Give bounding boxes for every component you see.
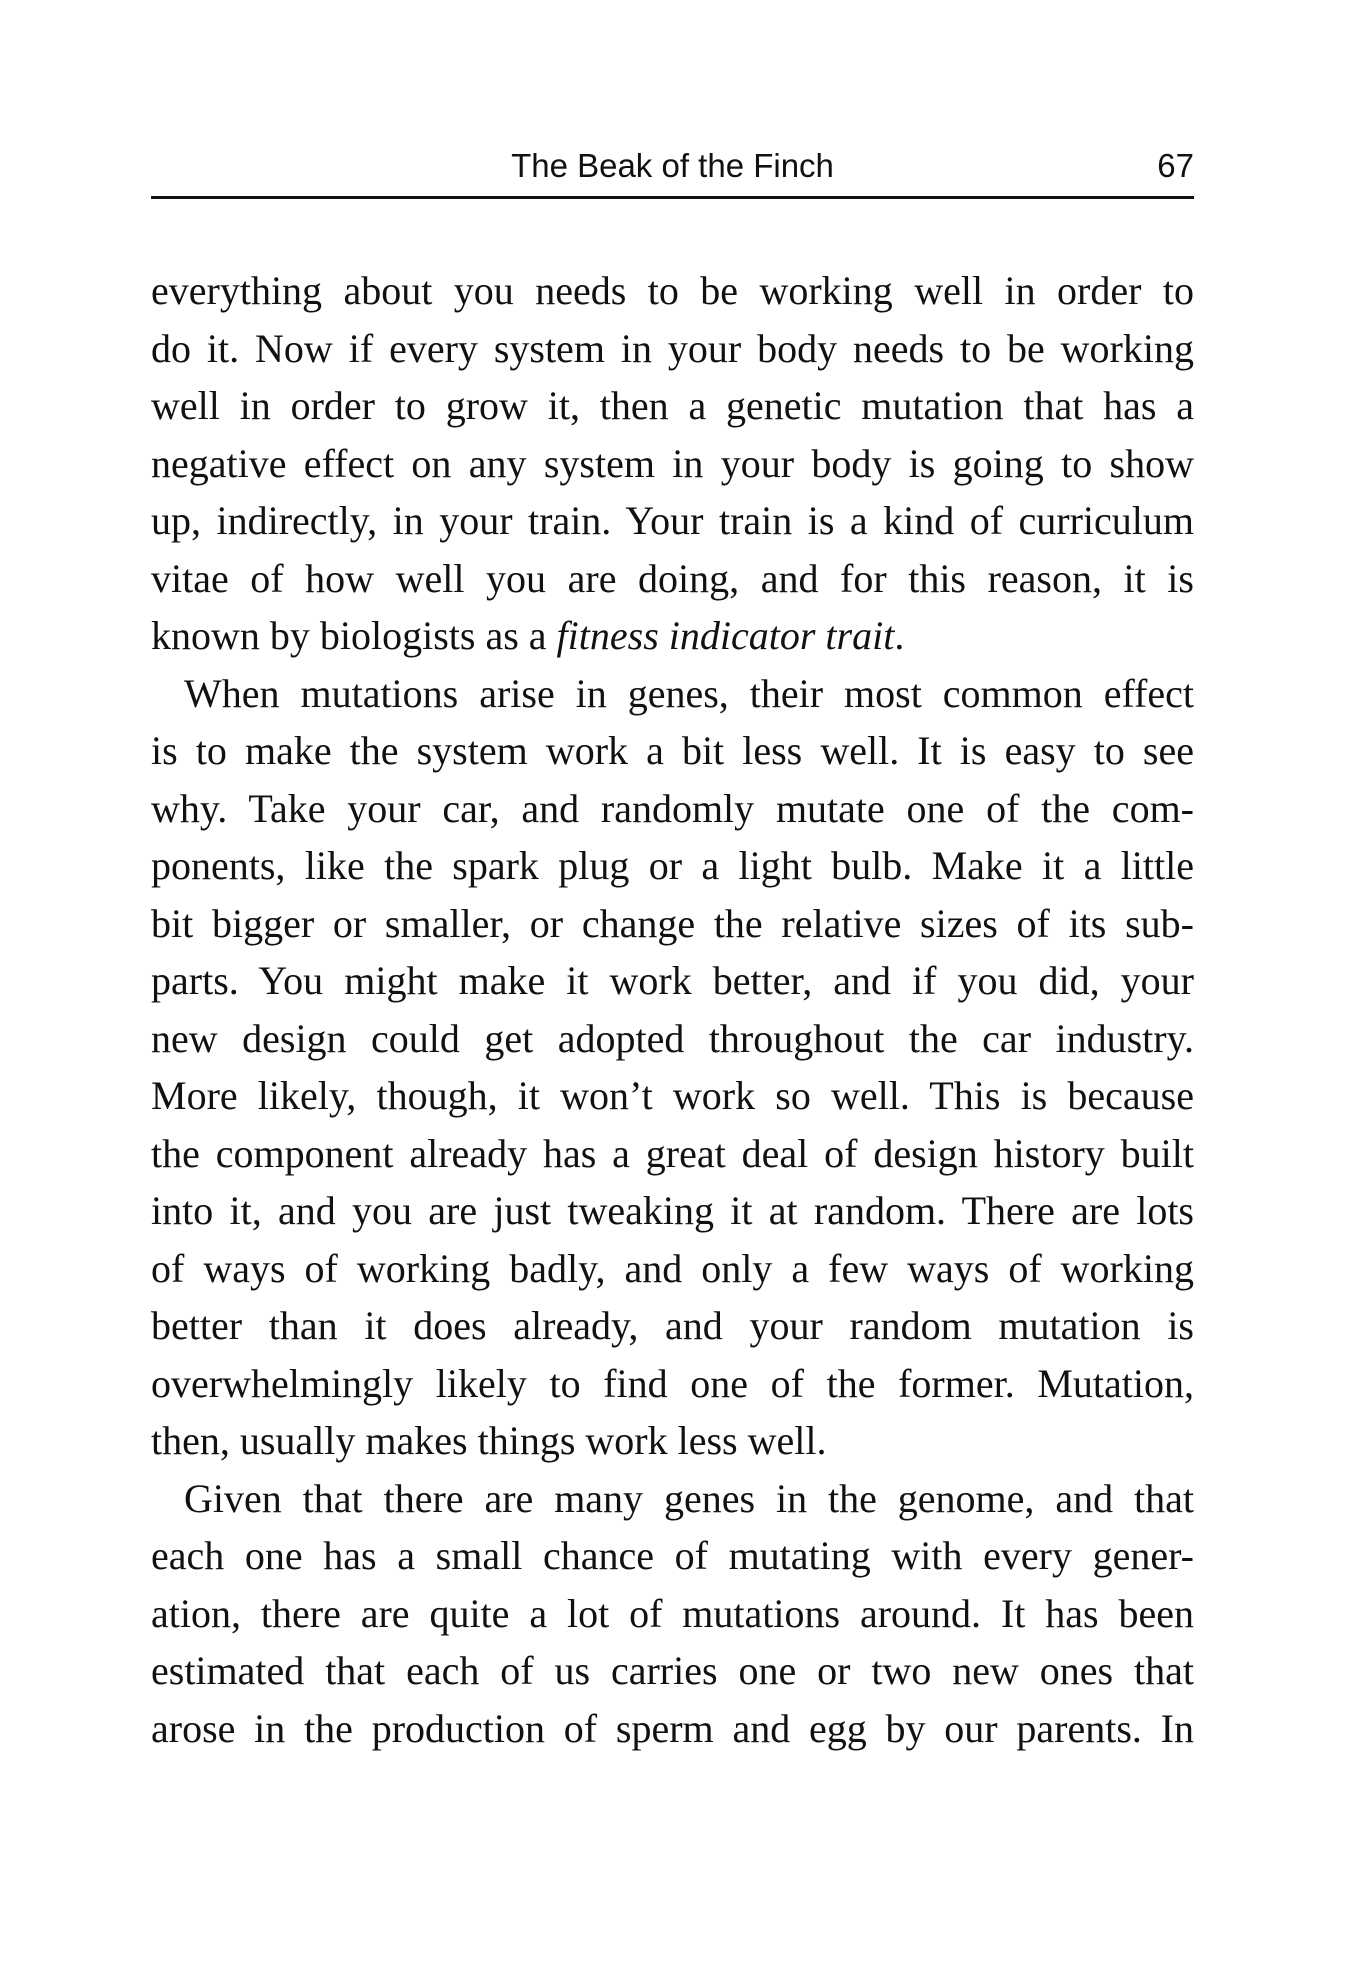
text-line: each one has a small chance of mutating with every gener- xyxy=(151,1533,1194,1578)
text-line: negative effect on any system in your body is going to show xyxy=(151,440,1194,486)
text-line: ponents, like the spark plug or a light bulb. Make it a little xyxy=(151,843,1194,888)
text-line: why. Take your car, and randomly mutate one of the com- xyxy=(151,785,1194,831)
text-line: is to make the system work a bit less well. It is easy to see xyxy=(151,728,1194,773)
text-line: arose in the production of sperm and egg by our parents. In xyxy=(151,1705,1194,1751)
text-line: new design could get adopted throughout the car industry. xyxy=(151,1015,1194,1061)
running-title: The Beak of the Finch xyxy=(511,147,834,184)
text-line: vitae of how well you are doing, and for this reason, it is xyxy=(151,555,1194,601)
running-header xyxy=(151,146,1194,199)
text-line: up, indirectly, in your train. Your train is a kind of curriculum xyxy=(151,498,1194,543)
paragraph-1 xyxy=(151,262,1194,665)
text-run: . xyxy=(894,613,905,658)
text-line: better than it does already, and your random mutation is xyxy=(151,1303,1194,1348)
text-line: into it, and you are just tweaking it at random. There are lots xyxy=(151,1188,1194,1233)
text-line: estimated that each of us carries one or two new ones that xyxy=(151,1648,1194,1693)
text-line: of ways of working badly, and only a few ways of working xyxy=(151,1245,1194,1291)
text-line: More likely, though, it won’t work so well. This is because xyxy=(151,1073,1194,1118)
text-line: then, usually makes things work less well. xyxy=(151,1418,827,1463)
text-line: the component already has a great deal of design history built xyxy=(151,1130,1194,1176)
text-line: overwhelmingly likely to find one of the former. Mutation, xyxy=(151,1360,1194,1406)
text-run: known by biologists as a xyxy=(151,613,557,658)
text-line: parts. You might make it work better, and if you did, your xyxy=(151,958,1194,1003)
body-text xyxy=(151,262,1194,1757)
text-line: bit bigger or smaller, or change the relative sizes of its sub- xyxy=(151,900,1194,946)
paragraph-2 xyxy=(151,665,1194,1470)
text-line: everything about you needs to be working well in order to xyxy=(151,268,1194,313)
italic-term: fitness indicator trait xyxy=(556,613,895,658)
text-line: ation, there are quite a lot of mutations around. It has been xyxy=(151,1590,1194,1636)
page-number: 67 xyxy=(1157,147,1194,184)
text-line: do it. Now if every system in your body needs to be working xyxy=(151,325,1194,371)
text-line: well in order to grow it, then a genetic mutation that has a xyxy=(151,383,1194,428)
paragraph-3 xyxy=(151,1470,1194,1758)
text-line xyxy=(151,607,1194,665)
text-line: When mutations arise in genes, their most common effect xyxy=(184,670,1194,716)
text-line: Given that there are many genes in the genome, and that xyxy=(184,1475,1194,1521)
